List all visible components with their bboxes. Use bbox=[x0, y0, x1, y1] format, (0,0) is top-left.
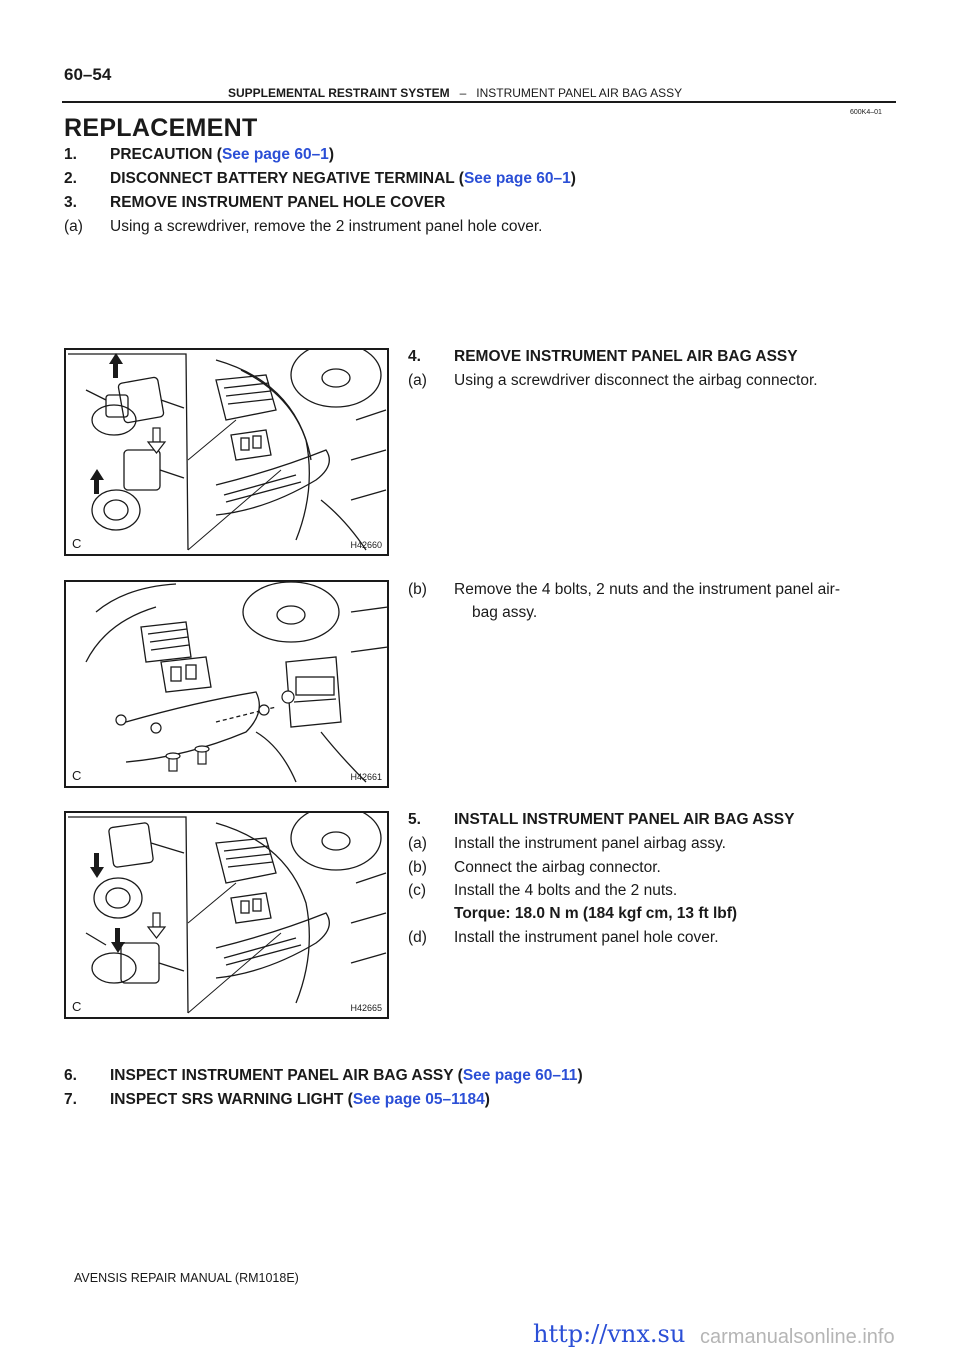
step-number: 7. bbox=[64, 1091, 77, 1108]
step-text: PRECAUTION ( bbox=[110, 146, 222, 163]
step-text: REMOVE INSTRUMENT PANEL HOLE COVER bbox=[110, 194, 446, 211]
substep-text: Install the instrument panel hole cover. bbox=[454, 929, 719, 946]
step-text: INSPECT SRS WARNING LIGHT ( bbox=[110, 1091, 353, 1108]
substep-text: Connect the airbag connector. bbox=[454, 859, 661, 876]
figure-disconnect-connector bbox=[64, 348, 389, 556]
paren-close: ) bbox=[577, 1067, 583, 1084]
figure-connect-connector bbox=[64, 811, 389, 1019]
page-number: 60–54 bbox=[64, 65, 112, 84]
page-link[interactable]: See page 60–1 bbox=[463, 170, 571, 187]
subsection-title: INSTRUMENT PANEL AIR BAG ASSY bbox=[476, 86, 683, 100]
substep-label: (b) bbox=[408, 859, 427, 876]
substep-label: (b) bbox=[408, 581, 427, 598]
manual-footer: AVENSIS REPAIR MANUAL (RM1018E) bbox=[74, 1271, 299, 1285]
running-header bbox=[228, 86, 682, 100]
step-text: INSPECT INSTRUMENT PANEL AIR BAG ASSY ( bbox=[110, 1067, 463, 1084]
watermark-link[interactable]: http://vnx.su bbox=[533, 1320, 686, 1348]
step-number: 2. bbox=[64, 170, 77, 187]
substep-label: (a) bbox=[408, 835, 427, 852]
step-number: 6. bbox=[64, 1067, 77, 1084]
substep-text: Install the 4 bolts and the 2 nuts. bbox=[454, 882, 678, 899]
paren-close: ) bbox=[570, 170, 576, 187]
dashboard-connect-illustration bbox=[66, 813, 389, 1019]
figure-corner-label: C bbox=[72, 768, 82, 783]
figure-corner-label: C bbox=[72, 536, 82, 551]
page-link[interactable]: See page 60–11 bbox=[462, 1067, 578, 1084]
substep-text: Install the instrument panel airbag assy. bbox=[454, 835, 726, 852]
page-link[interactable]: See page 05–1184 bbox=[352, 1091, 485, 1108]
substep-label: (c) bbox=[408, 882, 427, 899]
paren-close: ) bbox=[484, 1091, 490, 1108]
substep-text: Using a screwdriver disconnect the airbag connector. bbox=[454, 372, 818, 389]
figure-corner-label: C bbox=[72, 999, 82, 1014]
substep-text: Remove the 4 bolts, 2 nuts and the instrument panel air- bbox=[454, 581, 840, 598]
figure-remove-bolts bbox=[64, 580, 389, 788]
watermark-site: carmanualsonline.info bbox=[700, 1326, 895, 1348]
page-title: REPLACEMENT bbox=[64, 114, 258, 142]
header-separator: – bbox=[459, 86, 467, 100]
step-text: REMOVE INSTRUMENT PANEL AIR BAG ASSY bbox=[454, 348, 798, 365]
figure-id: H42665 bbox=[350, 1003, 382, 1013]
header-rule bbox=[62, 101, 896, 103]
torque-spec: Torque: 18.0 N m (184 kgf cm, 13 ft lbf) bbox=[454, 905, 738, 922]
section-title: SUPPLEMENTAL RESTRAINT SYSTEM bbox=[228, 86, 450, 100]
figure-id: H42660 bbox=[350, 540, 382, 550]
step-text: INSTALL INSTRUMENT PANEL AIR BAG ASSY bbox=[454, 811, 795, 828]
step-number: 4. bbox=[408, 348, 421, 365]
step-number: 3. bbox=[64, 194, 77, 211]
substep-label: (a) bbox=[408, 372, 427, 389]
page-link[interactable]: See page 60–1 bbox=[221, 146, 329, 163]
figure-id: H42661 bbox=[350, 772, 382, 782]
step-number: 5. bbox=[408, 811, 421, 828]
step-number: 1. bbox=[64, 146, 77, 163]
substep-text-continued: bag assy. bbox=[472, 604, 538, 621]
substep-label: (d) bbox=[408, 929, 427, 946]
dashboard-bolts-illustration bbox=[66, 582, 389, 788]
substep-text: Using a screwdriver, remove the 2 instrument panel hole cover. bbox=[110, 218, 543, 235]
document-code: 600K4–01 bbox=[850, 109, 882, 116]
step-text: DISCONNECT BATTERY NEGATIVE TERMINAL ( bbox=[110, 170, 464, 187]
paren-close: ) bbox=[328, 146, 334, 163]
dashboard-illustration bbox=[66, 350, 389, 556]
substep-label: (a) bbox=[64, 218, 83, 235]
